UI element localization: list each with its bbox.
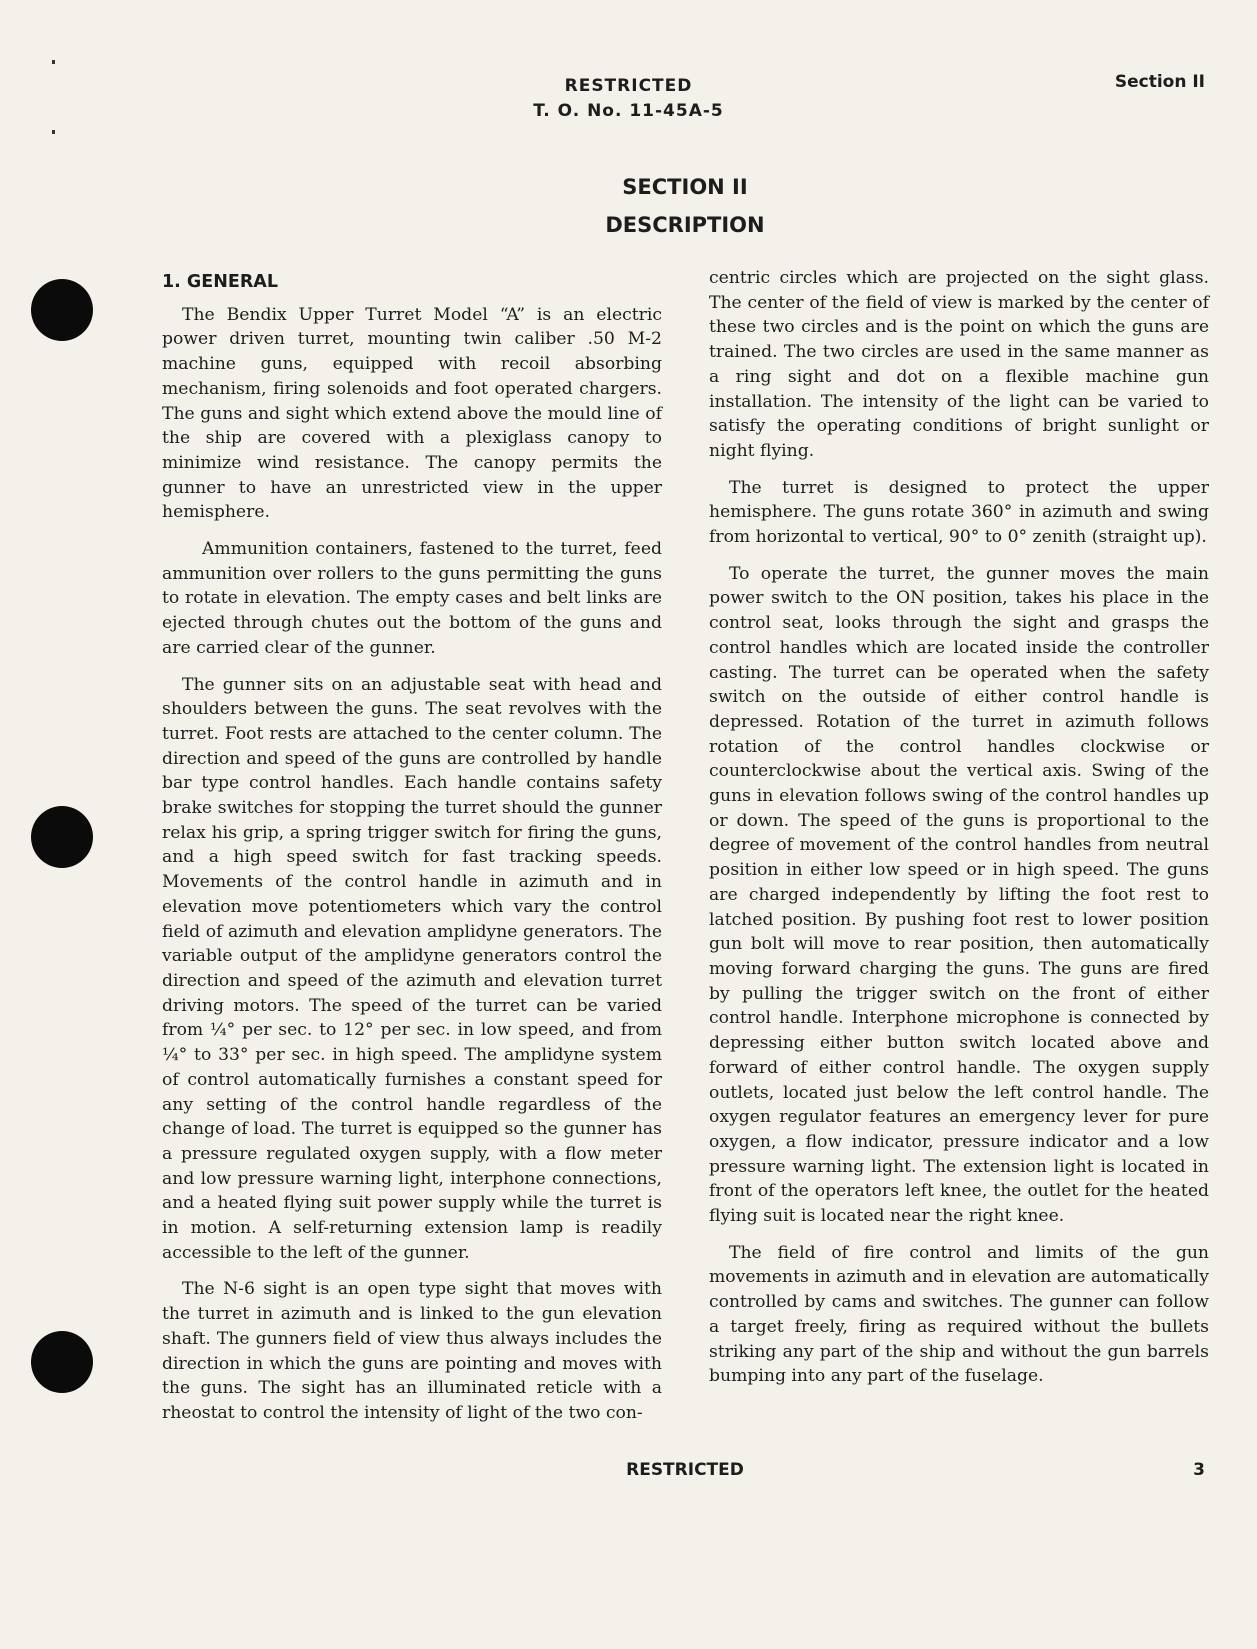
paragraph: centric circles which are projected on the sight glass. The center of the field of view is marked by the center of these two circles and is the point on which the guns are trained. The two circles are used in the same manner as a ring sight and dot on a flexible machine gun installation. The intensity of the light can be varied to satisfy the operating conditions of bright sunlight or night flying. xyxy=(709,268,1209,461)
paragraph: The gunner sits on an adjustable seat with head and shoulders between the guns. The seat revolves with the turret. Foot rests are attached to the center column. The direction and speed of the guns are controlled by handle bar type control handles. Each handle contains safety brake switches for stopping the turret should the gunner relax his grip, a spring trigger switch for firing the guns, and a high speed switch for fast tracking speeds. Movements of the control handle in azimuth and in elevation move potentiometers which vary the control field of azimuth and elevation amplidyne generators. The variable output of the amplidyne generators control the direction and speed of the azimuth and elevation turret driving motors. The speed of the turret can be varied from ¼° per sec. to 12° per sec. in low speed, and from ¼° to 33° per sec. in high speed. The amplidyne system of control automatically furnishes a constant speed for any setting of the control handle regardless of the change of load. The turret is equipped so the gunner has a pressure regulated oxygen supply, with a flow meter and low pressure warning light, interphone connections, and a heated flying suit power supply while the turret is in motion. A self-returning extension lamp is readily accessible to the left of the gunner. xyxy=(162,674,662,1263)
paragraph: The N-6 sight is an open type sight that moves with the turret in azimuth and is linked to the gun elevation shaft. The gunners field of view thus always includes the direction in which the guns are pointing and moves with the guns. The sight has an illuminated reticle with a rheostat to control the intensity of light of the two con- xyxy=(162,1279,662,1423)
header-section-label: Section II xyxy=(1114,72,1205,92)
paragraph: The field of fire control and limits of the gun movements in azimuth and in elevation are automatically controlled by cams and switches. The gunner can follow a target freely, firing as required without the bullets striking any part of the ship and without the gun barrels bumping into any part of the fuselage. xyxy=(709,1242,1209,1387)
paragraph: The Bendix Upper Turret Model “A” is an electric power driven turret, mounting twin caliber .50 M-2 machine guns, equipped with recoil absorbing mechanism, firing solenoids and foot operated chargers. The guns and sight which extend above the mould line of the ship are covered with a plexiglass canopy to minimize wind resistance. The canopy permits the gunner to have an unrestricted view in the upper hemisphere. xyxy=(162,304,662,523)
paragraph: To operate the turret, the gunner moves the main power switch to the ON position, takes his place in the control seat, looks through the sight and grasps the control handles which are located inside the controller casting. The turret can be operated when the safety switch on the outside of either control handle is depressed. Rotation of the turret in azimuth follows rotation of the control handles clockwise or counterclockwise about the vertical axis. Swing of the guns in elevation follows swing of the control handles up or down. The speed of the guns is proportional to the degree of movement of the control handles from neutral position in either low speed or in high speed. The guns are charged independently by lifting the foot rest to latched position. By pushing foot rest to lower position gun bolt will move to rear position, then automatically moving forward charging the guns. The guns are fired by pulling the trigger switch on the front of either control handle. Interphone microphone is connected by depressing either button switch located above and forward of either control handle. The oxygen supply outlets, located just below the left control handle. The oxygen regulator features an emergency lever for pure oxygen, a flow indicator, pressure indicator and a low pressure warning light. The extension light is located in front of the operators left knee, the outlet for the heated flying suit is located near the right knee. xyxy=(709,563,1209,1227)
section-title-name: DESCRIPTION xyxy=(605,213,765,237)
header-document-number: T. O. No. 11-45A-5 xyxy=(533,101,724,121)
paragraph: Ammunition containers, fastened to the turret, feed ammunition over rollers to the guns permitting the guns to rotate in elevation. The empty cases and belt links are ejected through chutes out the bottom of the guns and are carried clear of the gunner. xyxy=(162,539,662,658)
section-title xyxy=(0,168,1257,244)
page-header xyxy=(0,74,1257,124)
section-title-number: SECTION II xyxy=(622,175,748,199)
binder-hole-top xyxy=(31,279,93,341)
header-classification: RESTRICTED xyxy=(564,76,693,96)
footer-classification: RESTRICTED xyxy=(626,1460,744,1480)
page-speck xyxy=(52,60,55,64)
left-column xyxy=(162,270,662,1438)
page-speck xyxy=(52,130,55,134)
page-number: 3 xyxy=(1193,1460,1205,1480)
binder-hole-middle xyxy=(31,806,93,868)
right-column xyxy=(709,266,1209,1401)
paragraph: The turret is designed to protect the upper hemisphere. The guns rotate 360° in azimuth and swing from horizontal to vertical, 90° to 0° zenith (straight up). xyxy=(709,477,1209,548)
section-heading-general: 1. GENERAL xyxy=(162,272,279,292)
binder-hole-bottom xyxy=(31,1331,93,1393)
